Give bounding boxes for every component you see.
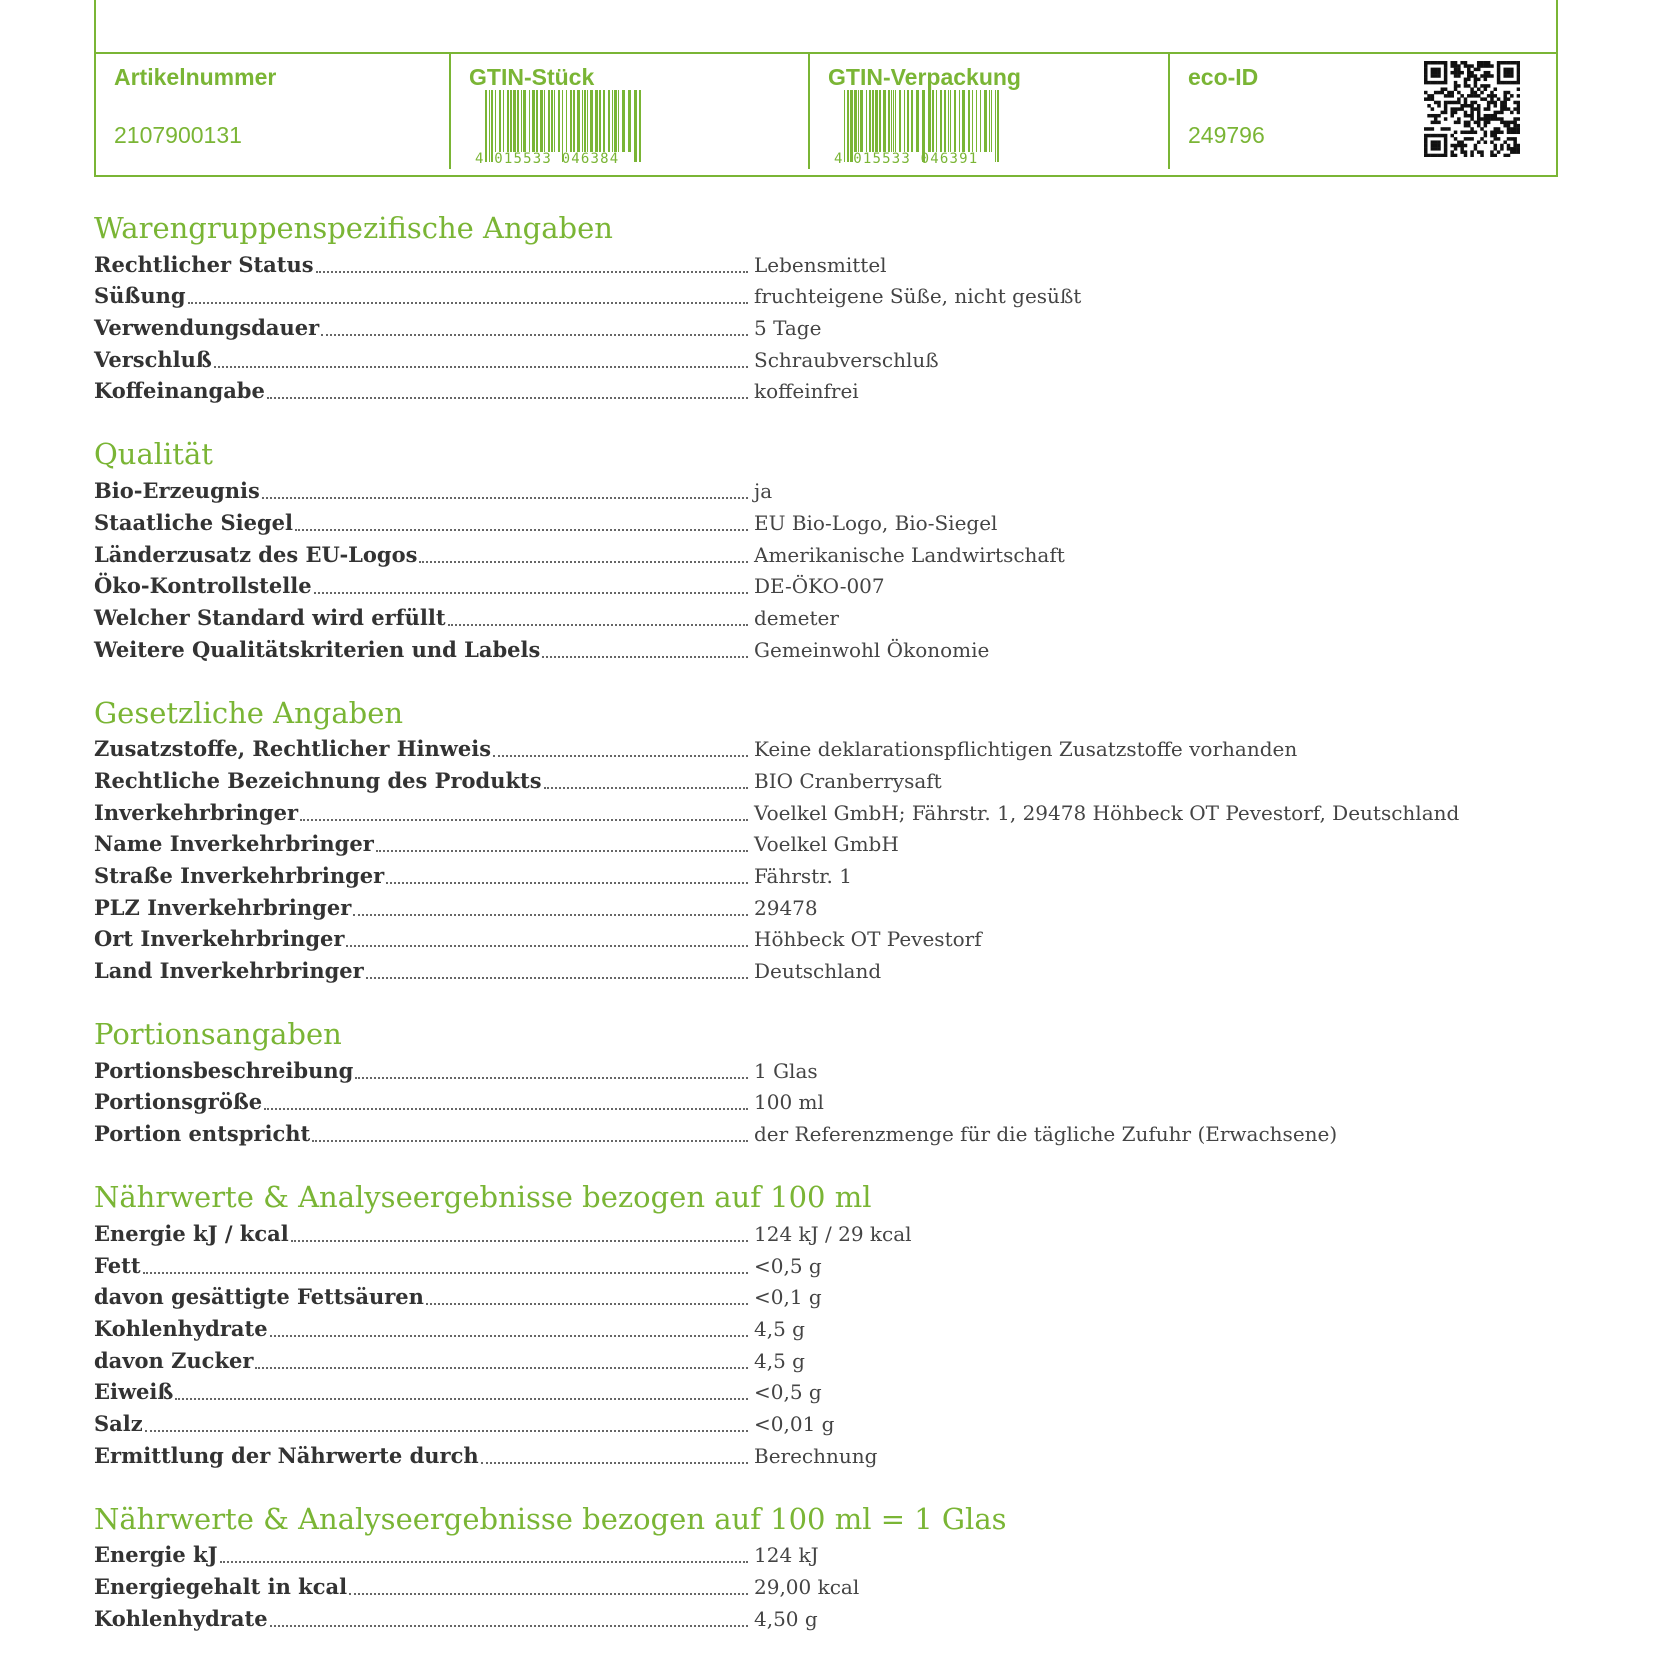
spec-label: Bio-Erzeugnis	[94, 478, 260, 504]
spec-label: Name Inverkehrbringer	[94, 831, 374, 857]
dot-leader	[291, 1239, 748, 1242]
spec-label: Kohlenhydrate	[94, 1605, 268, 1631]
spec-value: 29478	[754, 895, 818, 920]
spec-value: fruchteigene Süße, nicht gesüßt	[754, 284, 1082, 309]
dot-leader	[267, 396, 748, 399]
dot-leader	[544, 786, 748, 789]
spec-key	[94, 1348, 754, 1374]
spec-value: EU Bio-Logo, Bio-Siegel	[754, 510, 998, 535]
dot-leader	[353, 913, 748, 916]
spec-value: 4,5 g	[754, 1316, 805, 1341]
spec-label: Staatliche Siegel	[94, 509, 293, 535]
spec-row	[94, 278, 1554, 310]
spec-key	[94, 637, 754, 663]
spec-row	[94, 504, 1554, 536]
section	[94, 695, 1554, 985]
eco-id-value: 249796	[1188, 122, 1265, 148]
section-title: Nährwerte & Analyseergebnisse bezogen auf 100 ml	[94, 1180, 872, 1215]
spec-row	[94, 1342, 1554, 1374]
spec-key	[94, 1443, 754, 1469]
spec-key	[94, 1574, 754, 1600]
dot-leader	[346, 944, 748, 947]
dot-leader	[316, 270, 748, 273]
dot-leader	[295, 528, 748, 531]
spec-value: 4,50 g	[754, 1606, 818, 1631]
spec-row	[94, 1084, 1554, 1116]
spec-key	[94, 1316, 754, 1342]
dot-leader	[426, 1302, 748, 1305]
spec-key	[94, 542, 754, 568]
dot-leader	[220, 1560, 748, 1563]
spec-row	[94, 373, 1554, 405]
spec-row	[94, 857, 1554, 889]
dot-leader	[270, 1334, 748, 1337]
spec-label: Salz	[94, 1410, 143, 1436]
spec-label: Fett	[94, 1252, 141, 1278]
spec-row	[94, 1310, 1554, 1342]
spec-row	[94, 1279, 1554, 1311]
section-title: Warengruppenspezifische Angaben	[94, 211, 613, 245]
spec-row	[94, 762, 1554, 794]
dot-leader	[481, 1461, 748, 1464]
spec-label: Energiegehalt in kcal	[94, 1574, 348, 1599]
spec-row	[94, 921, 1554, 953]
spec-value: DE-ÖKO-007	[754, 574, 885, 599]
spec-label: davon gesättigte Fettsäuren	[94, 1284, 424, 1310]
gtin-piece-label: GTIN-Stück	[469, 64, 595, 90]
dot-leader	[145, 1429, 748, 1432]
gtin-piece-barcode	[473, 90, 653, 166]
spec-row	[94, 341, 1554, 373]
gtin-pack-digits: 4 015533 046391	[834, 151, 979, 166]
spec-value: <0,5 g	[754, 1380, 822, 1405]
spec-value: demeter	[754, 605, 839, 630]
spec-key	[94, 1221, 754, 1247]
section-title: Gesetzliche Angaben	[94, 695, 404, 730]
spec-key	[94, 347, 754, 373]
spec-key	[94, 478, 754, 504]
spec-row	[94, 952, 1554, 984]
article-number-value: 2107900131	[114, 122, 242, 148]
gtin-piece-digits: 4 015533 046384	[475, 151, 620, 166]
spec-row	[94, 1568, 1554, 1600]
spec-value: Höhbeck OT Pevestorf	[754, 927, 982, 952]
spec-value: Keine deklarationspflichtigen Zusatzstoffe vorhanden	[754, 737, 1298, 762]
spec-key	[94, 1121, 754, 1147]
spec-key	[94, 926, 754, 952]
dot-leader	[542, 655, 748, 658]
spec-value: ja	[754, 479, 773, 504]
spec-label: Süßung	[94, 283, 186, 309]
spec-key	[94, 1284, 754, 1310]
spec-label: Koffeinangabe	[94, 378, 265, 404]
spec-value: Fährstr. 1	[754, 864, 852, 888]
spec-key	[94, 315, 754, 341]
article-number-label: Artikelnummer	[114, 64, 277, 90]
spec-key	[94, 1411, 754, 1437]
spec-value: 4,5 g	[754, 1348, 805, 1373]
dot-leader	[188, 301, 748, 304]
spec-row	[94, 246, 1554, 278]
spec-value: <0,1 g	[754, 1285, 822, 1310]
spec-label: Portion entspricht	[94, 1121, 311, 1147]
spec-value: Lebensmittel	[754, 252, 887, 277]
dot-leader	[386, 881, 748, 884]
spec-key	[94, 510, 754, 536]
spec-value: 1 Glas	[754, 1058, 818, 1083]
section-title: Nährwerte & Analyseergebnisse bezogen auf 100 ml = 1 Glas	[94, 1501, 1007, 1536]
spec-key	[94, 1542, 754, 1568]
dot-leader	[264, 1107, 748, 1110]
spec-value: Amerikanische Landwirtschaft	[754, 542, 1065, 567]
spec-key	[94, 958, 754, 984]
spec-key	[94, 736, 754, 762]
dot-leader	[175, 1397, 748, 1400]
spec-label: Zusatzstoffe, Rechtlicher Hinweis	[94, 736, 492, 762]
dot-leader	[419, 560, 748, 563]
spec-value: BIO Cranberrysaft	[754, 768, 942, 793]
spec-key	[94, 1379, 754, 1405]
dot-leader	[143, 1271, 748, 1274]
spec-label: Energie kJ	[94, 1542, 218, 1568]
spec-value: Voelkel GmbH	[754, 832, 899, 857]
spec-row	[94, 1437, 1554, 1469]
spec-value: <0,5 g	[754, 1253, 822, 1278]
qr-code	[1424, 61, 1520, 161]
section-title: Portionsangaben	[94, 1017, 342, 1052]
spec-row	[94, 889, 1554, 921]
dot-leader	[214, 365, 748, 368]
spec-row	[94, 794, 1554, 826]
dot-leader	[355, 1076, 748, 1079]
section-title: Qualität	[94, 437, 213, 472]
section	[94, 1016, 1554, 1147]
spec-row	[94, 1374, 1554, 1406]
spec-value: 5 Tage	[754, 316, 822, 341]
dot-leader	[376, 849, 748, 852]
spec-row	[94, 731, 1554, 763]
section	[94, 1501, 1554, 1632]
spec-value: 124 kJ / 29 kcal	[754, 1221, 912, 1246]
spec-row	[94, 309, 1554, 341]
spec-key	[94, 283, 754, 309]
spec-key	[94, 768, 754, 794]
eco-id-label: eco-ID	[1188, 64, 1259, 90]
spec-value: koffeinfrei	[754, 379, 859, 404]
spec-value: <0,01 g	[754, 1411, 835, 1436]
gtin-pack-label: GTIN-Verpackung	[828, 64, 1021, 90]
dot-leader	[300, 818, 748, 821]
spec-key	[94, 378, 754, 404]
spec-row	[94, 826, 1554, 858]
section	[94, 210, 1554, 404]
barcode-graphic	[832, 90, 1012, 166]
spec-row	[94, 536, 1554, 568]
spec-row	[94, 631, 1554, 663]
spec-content	[94, 210, 1554, 1664]
spec-key	[94, 831, 754, 857]
article-number-cell	[96, 54, 449, 169]
spec-row	[94, 1115, 1554, 1147]
spec-label: davon Zucker	[94, 1347, 254, 1373]
spec-key	[94, 252, 754, 278]
spec-key	[94, 800, 754, 826]
dot-leader	[255, 1366, 748, 1369]
spec-label: Straße Inverkehrbringer	[94, 863, 385, 888]
spec-label: Verschluß	[94, 346, 212, 372]
spec-value: 29,00 kcal	[754, 1575, 860, 1599]
spec-label: Energie kJ / kcal	[94, 1220, 289, 1246]
spec-key	[94, 573, 754, 599]
spec-row	[94, 599, 1554, 631]
spec-row	[94, 1052, 1554, 1084]
gtin-piece-cell	[449, 54, 808, 169]
spec-key	[94, 895, 754, 921]
spec-value: Gemeinwohl Ökonomie	[754, 637, 990, 662]
spec-key	[94, 605, 754, 631]
spec-row	[94, 1215, 1554, 1247]
barcode-graphic	[473, 90, 653, 166]
dot-leader	[270, 1624, 748, 1627]
spec-label: Inverkehrbringer	[94, 799, 299, 825]
spec-label: Portionsbeschreibung	[94, 1057, 354, 1083]
spec-label: Ort Inverkehrbringer	[94, 926, 345, 952]
product-id-box	[94, 0, 1558, 177]
dot-leader	[321, 333, 748, 336]
spec-value: Berechnung	[754, 1443, 878, 1468]
spec-label: PLZ Inverkehrbringer	[94, 894, 352, 920]
dot-leader	[314, 591, 748, 594]
spec-label: Öko-Kontrollstelle	[94, 573, 312, 599]
qr-code-graphic	[1424, 61, 1520, 157]
spec-value: Deutschland	[754, 959, 882, 984]
spec-value: Voelkel GmbH; Fährstr. 1, 29478 Höhbeck OT Pevestorf, Deutschland	[754, 800, 1460, 825]
spec-value: 124 kJ	[754, 1543, 819, 1568]
spec-row	[94, 472, 1554, 504]
spec-label: Verwendungsdauer	[94, 315, 320, 341]
eco-id-cell	[1168, 54, 1556, 169]
spec-label: Kohlenhydrate	[94, 1315, 268, 1341]
section	[94, 436, 1554, 662]
dot-leader	[312, 1139, 748, 1142]
spec-label: Land Inverkehrbringer	[94, 958, 364, 984]
spec-row	[94, 568, 1554, 600]
spec-label: Weitere Qualitätskriterien und Labels	[94, 636, 541, 662]
section	[94, 1179, 1554, 1469]
spec-label: Ermittlung der Nährwerte durch	[94, 1442, 479, 1468]
dot-leader	[349, 1592, 748, 1595]
spec-key	[94, 1089, 754, 1115]
spec-key	[94, 1253, 754, 1279]
spec-value: 100 ml	[754, 1090, 824, 1115]
gtin-pack-barcode	[832, 90, 1012, 166]
spec-row	[94, 1600, 1554, 1632]
spec-value: Schraubverschluß	[754, 347, 939, 372]
spec-key	[94, 1058, 754, 1084]
spec-label: Rechtliche Bezeichnung des Produkts	[94, 767, 542, 793]
dot-leader	[262, 496, 748, 499]
dot-leader	[366, 976, 748, 979]
spec-label: Rechtlicher Status	[94, 251, 314, 277]
dot-leader	[493, 754, 748, 757]
spec-row	[94, 1247, 1554, 1279]
gtin-pack-cell	[808, 54, 1168, 169]
dot-leader	[448, 623, 748, 626]
spec-key	[94, 1606, 754, 1632]
spec-label: Welcher Standard wird erfüllt	[94, 604, 446, 630]
spec-label: Länderzusatz des EU-Logos	[94, 541, 418, 567]
spec-label: Eiweiß	[94, 1379, 174, 1405]
spec-value: der Referenzmenge für die tägliche Zufuhr (Erwachsene)	[754, 1122, 1338, 1147]
spec-label: Portionsgröße	[94, 1089, 263, 1115]
spec-row	[94, 1537, 1554, 1569]
spec-key	[94, 863, 754, 889]
spec-row	[94, 1405, 1554, 1437]
